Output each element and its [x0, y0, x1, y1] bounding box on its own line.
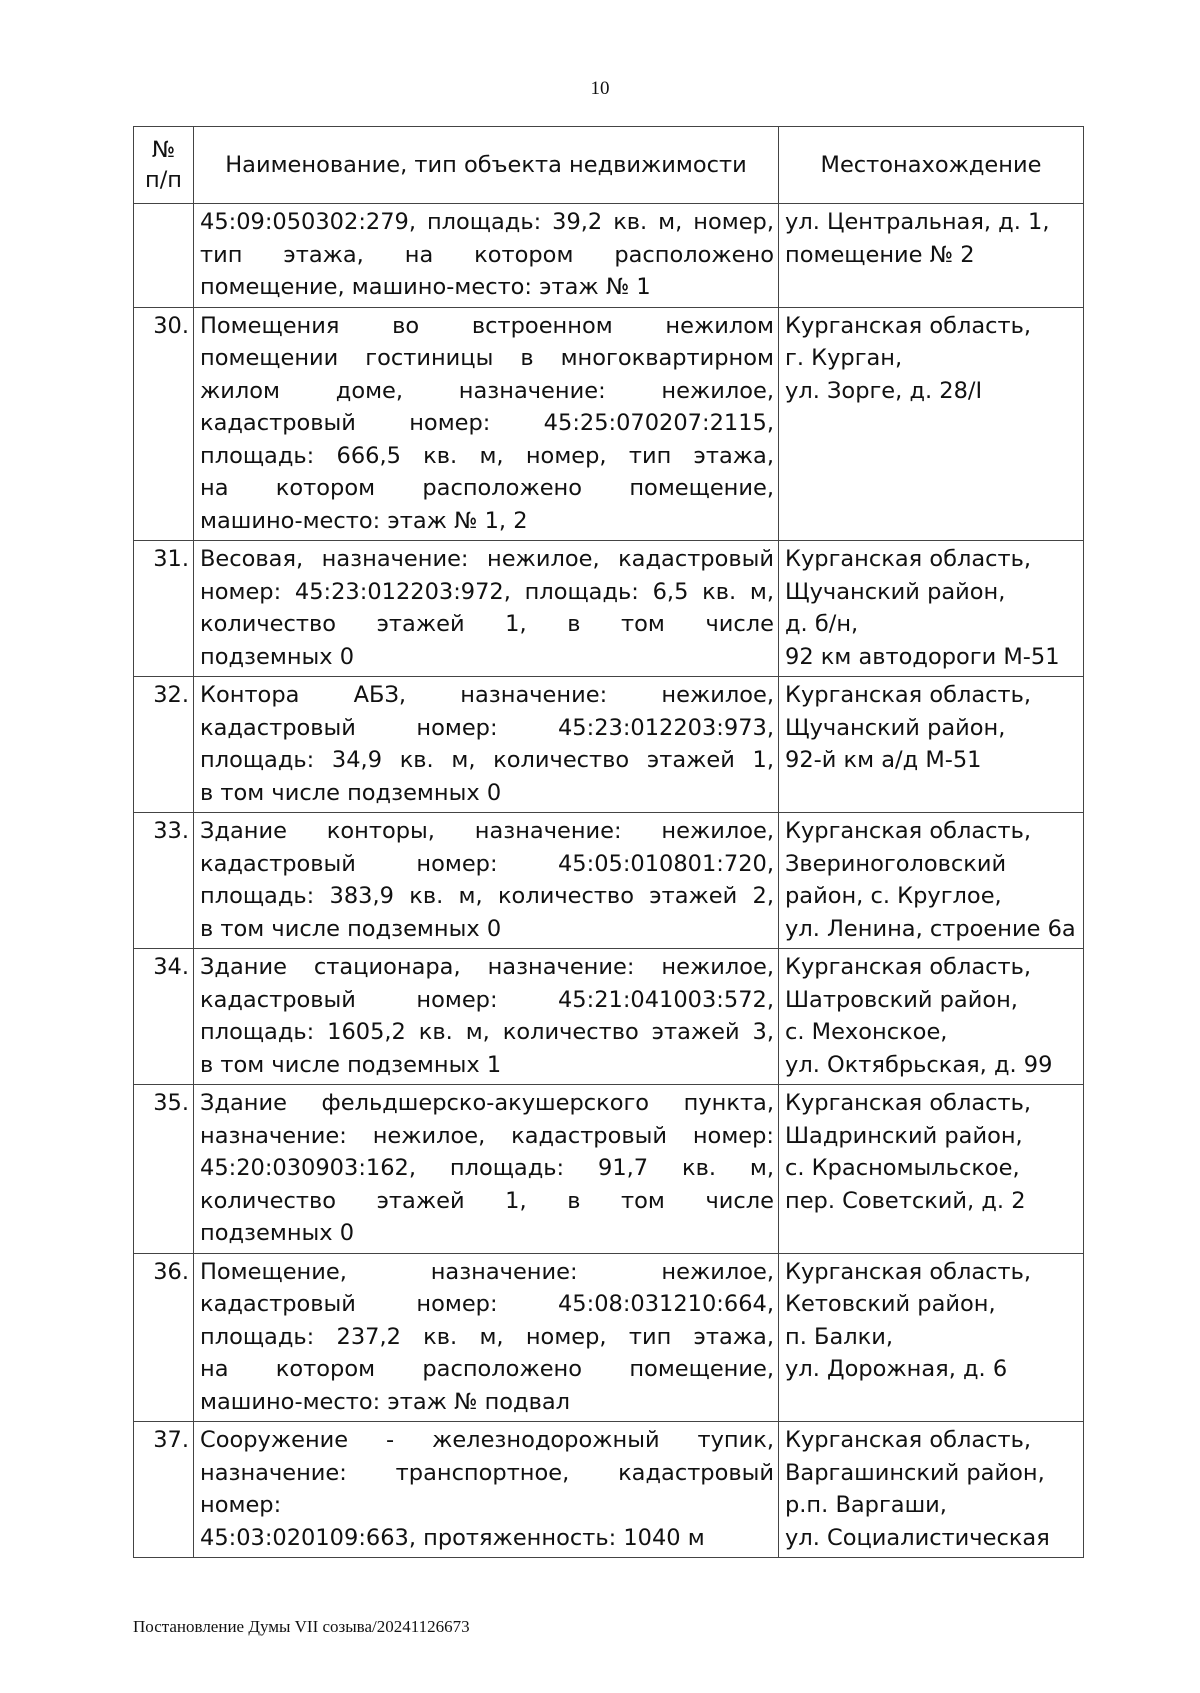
location-line: г. Курган, [785, 345, 903, 371]
object-location [779, 1253, 1084, 1422]
object-name-line: Здание фельдшерско-акушерского пункта, [200, 1090, 774, 1116]
object-name [194, 204, 779, 308]
object-name [194, 1422, 779, 1558]
object-location [779, 541, 1084, 677]
object-location [779, 677, 1084, 813]
row-number: 36. [134, 1253, 194, 1422]
object-name-line: машино-место: этаж № 1, 2 [200, 507, 528, 534]
location-line: 92 км автодороги М-51 [785, 643, 1060, 670]
document-footer: Постановление Думы VII созыва/20241126673 [133, 1617, 470, 1636]
location-line: ул. Дорожная, д. 6 [785, 1356, 1008, 1382]
location-line: ул. Центральная, д. 1, [785, 209, 1050, 235]
object-name-line: в том числе подземных 0 [200, 779, 502, 806]
object-name-line: 45:03:020109:663, протяженность: 1040 м [200, 1524, 705, 1551]
location-line: Звериноголовский [785, 850, 1007, 877]
location-line: Курганская область, [785, 818, 1032, 844]
location-line: Щучанский район, [785, 578, 1006, 605]
object-name-line: площадь: 666,5 кв. м, номер, тип этажа, [200, 442, 774, 469]
location-line: Курганская область, [785, 1090, 1032, 1116]
table-row [134, 813, 1084, 949]
table-row [134, 1253, 1084, 1422]
object-name [194, 813, 779, 949]
object-name [194, 541, 779, 677]
location-line: ул. Социалистическая [785, 1524, 1050, 1551]
object-name-line: в том числе подземных 0 [200, 915, 502, 942]
row-number: 35. [134, 1085, 194, 1254]
object-name-line: Сооружение - железнодорожный тупик, [200, 1427, 774, 1453]
object-name-line: кадастровый номер: 45:23:012203:973, [200, 714, 774, 741]
object-name-line: жилом доме, назначение: нежилое, [200, 377, 774, 404]
object-name-line: 45:09:050302:279, площадь: 39,2 кв. м, номер, [200, 209, 774, 235]
object-name [194, 677, 779, 813]
location-line: помещение № 2 [785, 241, 975, 268]
location-line: Шадринский район, [785, 1122, 1023, 1149]
row-number: 31. [134, 541, 194, 677]
location-line: Кетовский район, [785, 1291, 996, 1317]
object-name-line: площадь: 237,2 кв. м, номер, тип этажа, [200, 1323, 774, 1350]
location-line: 92-й км а/д М-51 [785, 747, 982, 773]
table-row [134, 1422, 1084, 1558]
object-location [779, 1422, 1084, 1558]
object-name-line: назначение: нежилое, кадастровый номер: [200, 1122, 774, 1149]
table-row [134, 307, 1084, 541]
location-line: район, с. Круглое, [785, 883, 1002, 909]
row-number: 33. [134, 813, 194, 949]
object-name-line: тип этажа, на котором расположено [200, 241, 774, 268]
object-name-line: количество этажей 1, в том числе [200, 611, 774, 637]
row-number: 34. [134, 949, 194, 1085]
object-name-line: Весовая, назначение: нежилое, кадастровый [200, 546, 774, 572]
object-name-line: номер: 45:23:012203:972, площадь: 6,5 кв. м, [200, 578, 774, 605]
header-name: Наименование, тип объекта недвижимости [194, 127, 779, 204]
object-location [779, 949, 1084, 1085]
table-row [134, 949, 1084, 1085]
location-line: пер. Советский, д. 2 [785, 1187, 1026, 1214]
object-name-line: Помещение, назначение: нежилое, [200, 1258, 774, 1285]
location-line: Курганская область, [785, 546, 1032, 572]
object-name [194, 1085, 779, 1254]
object-name-line: площадь: 34,9 кв. м, количество этажей 1, [200, 747, 774, 773]
object-name-line: кадастровый номер: 45:05:010801:720, [200, 850, 774, 877]
row-number: 32. [134, 677, 194, 813]
object-name-line: площадь: 383,9 кв. м, количество этажей 2, [200, 883, 774, 909]
table-row [134, 677, 1084, 813]
location-line: р.п. Варгаши, [785, 1492, 947, 1518]
object-name [194, 1253, 779, 1422]
object-name-line: количество этажей 1, в том числе [200, 1187, 774, 1214]
object-name-line: машино-место: этаж № подвал [200, 1388, 571, 1415]
table-header-row [134, 127, 1084, 204]
object-name-line: на котором расположено помещение, [200, 1356, 774, 1382]
object-name [194, 949, 779, 1085]
location-line: Курганская область, [785, 954, 1032, 980]
object-name-line: Контора АБЗ, назначение: нежилое, [200, 682, 774, 708]
object-name-line: Помещения во встроенном нежилом [200, 312, 774, 339]
object-name-line: кадастровый номер: 45:21:041003:572, [200, 986, 774, 1013]
object-name-line: назначение: транспортное, кадастровый номер: [200, 1459, 774, 1518]
location-line: Щучанский район, [785, 714, 1006, 741]
row-number [134, 204, 194, 308]
location-line: Курганская область, [785, 682, 1032, 708]
object-name-line: Здание стационара, назначение: нежилое, [200, 954, 774, 980]
location-line: Варгашинский район, [785, 1459, 1045, 1486]
table-row [134, 204, 1084, 308]
header-location: Местонахождение [779, 127, 1084, 204]
header-num: № п/п [134, 127, 194, 204]
location-line: п. Балки, [785, 1323, 893, 1350]
location-line: Курганская область, [785, 1427, 1032, 1453]
location-line: Шатровский район, [785, 986, 1018, 1013]
page-number: 10 [590, 78, 610, 99]
table-row [134, 541, 1084, 677]
object-location [779, 307, 1084, 541]
location-line: с. Красномыльское, [785, 1155, 1020, 1181]
object-name-line: площадь: 1605,2 кв. м, количество этажей 3, [200, 1019, 774, 1045]
object-name-line: кадастровый номер: 45:08:031210:664, [200, 1291, 774, 1317]
object-name-line: в том числе подземных 1 [200, 1051, 502, 1078]
row-number: 37. [134, 1422, 194, 1558]
location-line: с. Мехонское, [785, 1019, 948, 1045]
object-location [779, 1085, 1084, 1254]
object-name-line: кадастровый номер: 45:25:070207:2115, [200, 410, 774, 436]
object-name-line: на котором расположено помещение, [200, 475, 774, 501]
object-name-line: Здание конторы, назначение: нежилое, [200, 818, 774, 844]
object-location [779, 204, 1084, 308]
location-line: ул. Октябрьская, д. 99 [785, 1051, 1053, 1078]
location-line: ул. Зорге, д. 28/I [785, 377, 983, 404]
object-location [779, 813, 1084, 949]
object-name-line: подземных 0 [200, 643, 355, 670]
location-line: ул. Ленина, строение 6а [785, 915, 1076, 942]
location-line: Курганская область, [785, 312, 1032, 339]
object-name [194, 307, 779, 541]
row-number: 30. [134, 307, 194, 541]
location-line: д. б/н, [785, 611, 859, 637]
location-line: Курганская область, [785, 1258, 1032, 1285]
object-name-line: подземных 0 [200, 1220, 355, 1246]
object-name-line: помещении гостиницы в многоквартирном [200, 345, 774, 371]
table-row [134, 1085, 1084, 1254]
object-name-line: помещение, машино-место: этаж № 1 [200, 274, 651, 300]
property-table [133, 126, 1084, 1558]
object-name-line: 45:20:030903:162, площадь: 91,7 кв. м, [200, 1155, 774, 1181]
